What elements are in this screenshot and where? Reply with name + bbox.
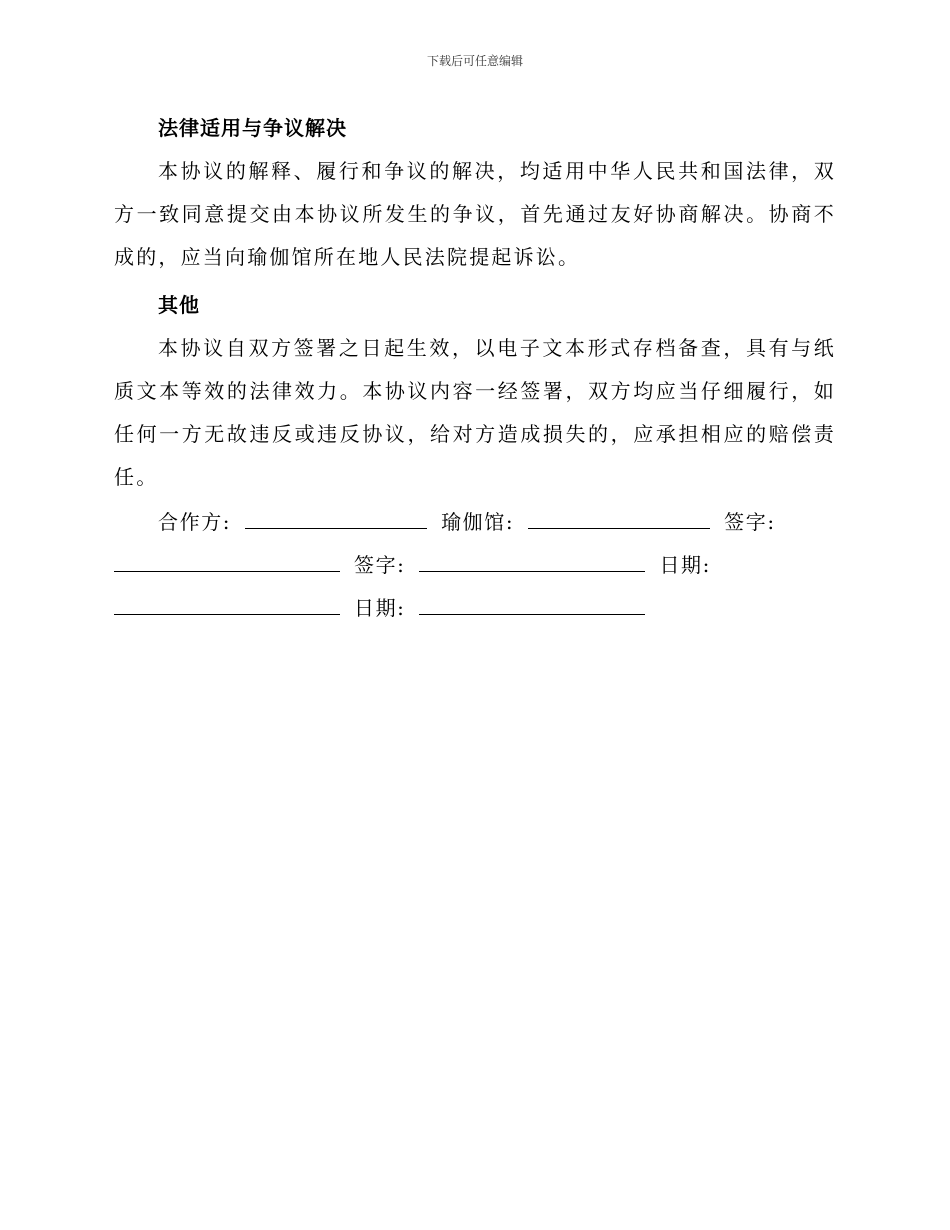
signature-block — [114, 501, 836, 630]
yoga-date-blank — [419, 588, 645, 615]
signature-line-3 — [114, 587, 836, 630]
yoga-date-label: 日期: — [353, 596, 406, 620]
document-content — [114, 106, 836, 630]
partner-sign-blank — [114, 545, 340, 572]
page-header-note: 下载后可任意编辑 — [426, 54, 523, 68]
yoga-studio-blank — [528, 502, 710, 529]
partner-date-blank — [114, 588, 340, 615]
section-paragraph-other: 本协议自双方签署之日起生效，以电子文本形式存档备查，具有与纸质文本等效的法律效力。本协议内容一经签署，双方均应当仔细履行，如任何一方无故违反或违反协议，给对方造成损失的，应承担相应的赔偿责任。 — [114, 336, 836, 489]
partner-label: 合作方: — [158, 510, 232, 534]
partner-sign-label: 签字: — [724, 510, 776, 534]
section-paragraph-law: 本协议的解释、履行和争议的解决，均适用中华人民共和国法律，双方一致同意提交由本协议所发生的争议，首先通过友好协商解决。协商不成的，应当向瑜伽馆所在地人民法院提起诉讼。 — [114, 159, 836, 269]
yoga-sign-blank — [419, 545, 645, 572]
signature-line-2 — [114, 544, 836, 587]
partner-blank — [245, 502, 427, 529]
partner-date-label: 日期: — [659, 553, 711, 577]
signature-line-1 — [114, 501, 836, 544]
section-heading-law: 法律适用与争议解决 — [158, 116, 347, 140]
yoga-sign-label: 签字: — [353, 553, 406, 577]
yoga-studio-label: 瑜伽馆: — [441, 510, 515, 534]
section-heading-other: 其他 — [158, 293, 200, 317]
